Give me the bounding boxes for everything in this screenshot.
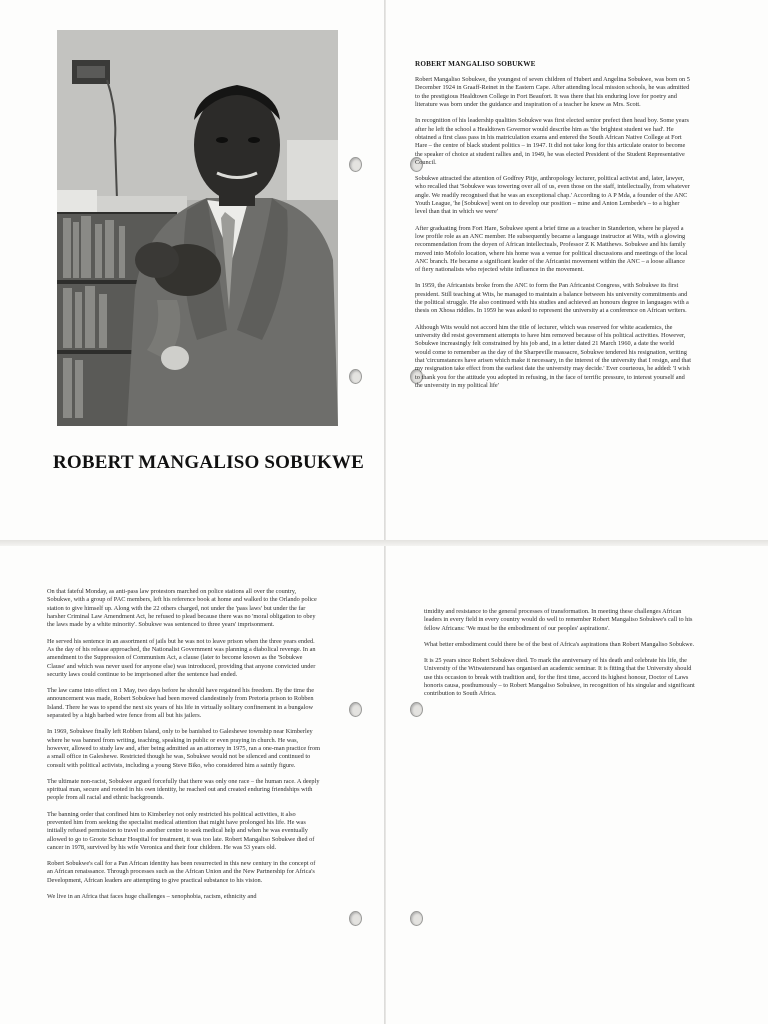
punch-hole-icon — [410, 702, 423, 717]
paragraph: The law came into effect on 1 May, two days before he should have regained his freedom. By the time the announcement was made, Robert Sobukwe had been moved clandestinely from Pretoria prison to Robben Island. There he was to spend the next six years of his life in virtually solitary confinement in a bungalow separated by a high barbed wire fence from all but his jailers. — [47, 687, 315, 720]
paragraph: We live in an Africa that faces huge challenges – xenophobia, racism, ethnicity and — [47, 892, 257, 900]
punch-hole-icon — [349, 911, 362, 926]
paragraph: The banning order that confined him to Kimberley not only restricted his political activities, it also prevented him from seeking the specialist medical attention that might have prolonged his life. He was initially refused permission to travel to another centre to seek medical help and when he was eventually allowed to go to Groote Schuur Hospital for treatment, it was too late. Robert Mangaliso Sobukwe died of cancer in 1978, survived by his wife Veronica and their four children. He was 53 years old. — [47, 810, 315, 851]
paragraph: In 1959, the Africanists broke from the ANC to form the Pan Africanist Congress, with Sobukwe its first president. Still teaching at Wits, he managed to maintain a balance between his university commitments and the political struggle. He also continued with his studies and achieved an honours degree in languages with a thesis on Xhosa riddles. In 1959 he was asked to represent the university at a conference on African writers. — [415, 282, 689, 315]
paragraph: timidity and resistance to the general processes of transformation. In meeting these challenges African leaders in every field in every country would do well to remember Robert Mangaliso Sobukwe's call to his fellow Africans: 'We must be the embodiment of our peoples' aspirations'. — [424, 608, 693, 632]
paragraph: The ultimate non-racist, Sobukwe argued forcefully that there was only one race – the human race. A deeply spiritual man, secure and rooted in his own identity, he reached out and created enduring friendships with people from all racial and ethnic backgrounds. — [47, 777, 320, 802]
horizontal-fold — [0, 540, 768, 546]
portrait-illustration — [57, 30, 338, 426]
paragraph: It is 25 years since Robert Sobukwe died. To mark the anniversary of his death and celebrate his life, the University of the Witwatersrand has organised an academic seminar. It is fitting that the University should use this occasion to break with tradition and, for the first time, accord its highest honour, Doctor of Laws honoris causa, posthumously – to Robert Mangaliso Sobukwe, in recognition of his singular and significant contribution to South Africa. — [424, 656, 695, 698]
section-title: ROBERT MANGALISO SOBUKWE — [415, 60, 536, 68]
paragraph: In 1969, Sobukwe finally left Robben Island, only to be banished to Galeshewe township near Kimberley where he was banned from writing, teaching, speaking in public or even praying in church. He was, however, allowed to study law and, after being admitted as an attorney in 1975, ran a one-man practice from a small office in Galeshewe. Restricted though he was, Sobukwe would not be silenced and continued to consult with political activists, including a young Steve Biko, who considered him a saintly figure. — [47, 728, 321, 769]
paragraph: Robert Mangaliso Sobukwe, the youngest of seven children of Hubert and Angelina Sobukwe, was born on 5 December 1924 in Graaff-Reinet in the Eastern Cape. After attending local mission schools, he was admitted to the prestigious Healdtown College in Fort Beaufort. It was there that his enduring love for poetry and literature was born under the guidance and inspiration of a teacher he knew as Mrs. Scott. — [415, 76, 690, 109]
paragraph: In recognition of his leadership qualities Sobukwe was first elected senior prefect then head boy. Some years after he left the school a Healdtown Governor would describe him as 'the brightest student we had'. He obtained a first class pass in his matriculation exams and entered the South African Native College at Fort Hare – the centre of black student politics – in 1947. It did not take long for this articulate orator to become the speaker of choice at student rallies and, in 1949, he was elected President of the Student Representative Council. — [415, 117, 689, 166]
punch-hole-icon — [349, 702, 362, 717]
article-column-top-right — [415, 76, 691, 398]
paragraph: Although Wits would not accord him the title of lecturer, which was reserved for white academics, the university did resist government attempts to have him removed because of his political activities. However, Sobukwe increasingly felt constrained by his job and, in a letter dated 21 March 1960, a date the world would come to remember as the day of the Sharpeville massacre, Sobukwe tendered his resignation, writing that 'circumstances have arisen which make it necessary, in the interest of the university that I resign, and that my resignation take effect from the earliest date the university may decide.' Ever courteous, he added: 'I wish to thank you for the attitude you adopted in refusing, in the face of terrific pressure, to interest yourself and the university in my political life' — [415, 323, 691, 389]
portrait-photo — [57, 30, 338, 426]
paragraph: Sobukwe attracted the attention of Godfrey Pitje, anthropology lecturer, political activist and, later, lawyer, who recalled that 'Sobukwe was towering over all of us, even those on the staff, intellectually, from whatever angle. We readily recognised that he was an exceptional chap.' According to A P Mda, a founder of the ANC Youth League, 'he [Sobukwe] went on to develop our position – mine and Anton Lembede's – to a higher level than that in which we were' — [415, 175, 690, 216]
article-column-bottom-right — [424, 608, 700, 706]
main-title: ROBERT MANGALISO SOBUKWE — [53, 452, 365, 473]
paragraph: After graduating from Fort Hare, Sobukwe spent a brief time as a teacher in Standerton, where he played a low profile role as an ANC member. He subsequently became a language instructor at Wits, with a glowing recommendation from the doyen of African intellectuals, Professor Z K Matthews. Sobukwe and his family moved into Mofolo location, where his home was a venue for political discussions and meetings of the local ANC branch. He became a significant leader of the Africanist movement within the ANC – a loose alliance of fiery nationalists who rejected white influence in the movement. — [415, 224, 688, 274]
punch-hole-icon — [410, 911, 423, 926]
punch-hole-icon — [349, 369, 362, 384]
paragraph: He served his sentence in an assortment of jails but he was not to leave prison when the three years ended. As the day of his release approached, the Nationalist Government was planning a diabolical revenge. In an amendment to the Suppression of Communism Act, a clause (later to become known as the 'Sobukwe Clause' and which was never used for anyone else) was introduced, providing that anyone convicted under security laws could continue to be imprisoned after the sentence had ended. — [47, 637, 316, 678]
paragraph: What better embodiment could there be of the best of Africa's aspirations than Robert Mangaliso Sobukwe. — [424, 640, 695, 648]
punch-hole-icon — [349, 157, 362, 172]
article-column-bottom-left — [47, 588, 321, 909]
paragraph: Robert Sobukwe's call for a Pan African identity has been resurrected in this new century in the concept of an African renaissance. Through processes such as the African Union and the New Partnership for Africa's Development, African leaders are attempting to give practical substance to his vision. — [47, 860, 316, 884]
paragraph: On that fateful Monday, as anti-pass law protestors marched on police stations all over the country, Sobukwe, with a group of PAC members, left his reference book at home and walked to the Orlando police station to give himself up. Along with the 22 others charged, not under the 'pass laws' but under the far harsher Criminal Law Amendment Act, he refused to plead because there was no 'moral obligation to obey the laws made by a white minority'. Sobukwe was sentenced to three years' imprisonment. — [47, 588, 317, 629]
vertical-fold — [384, 0, 386, 1024]
